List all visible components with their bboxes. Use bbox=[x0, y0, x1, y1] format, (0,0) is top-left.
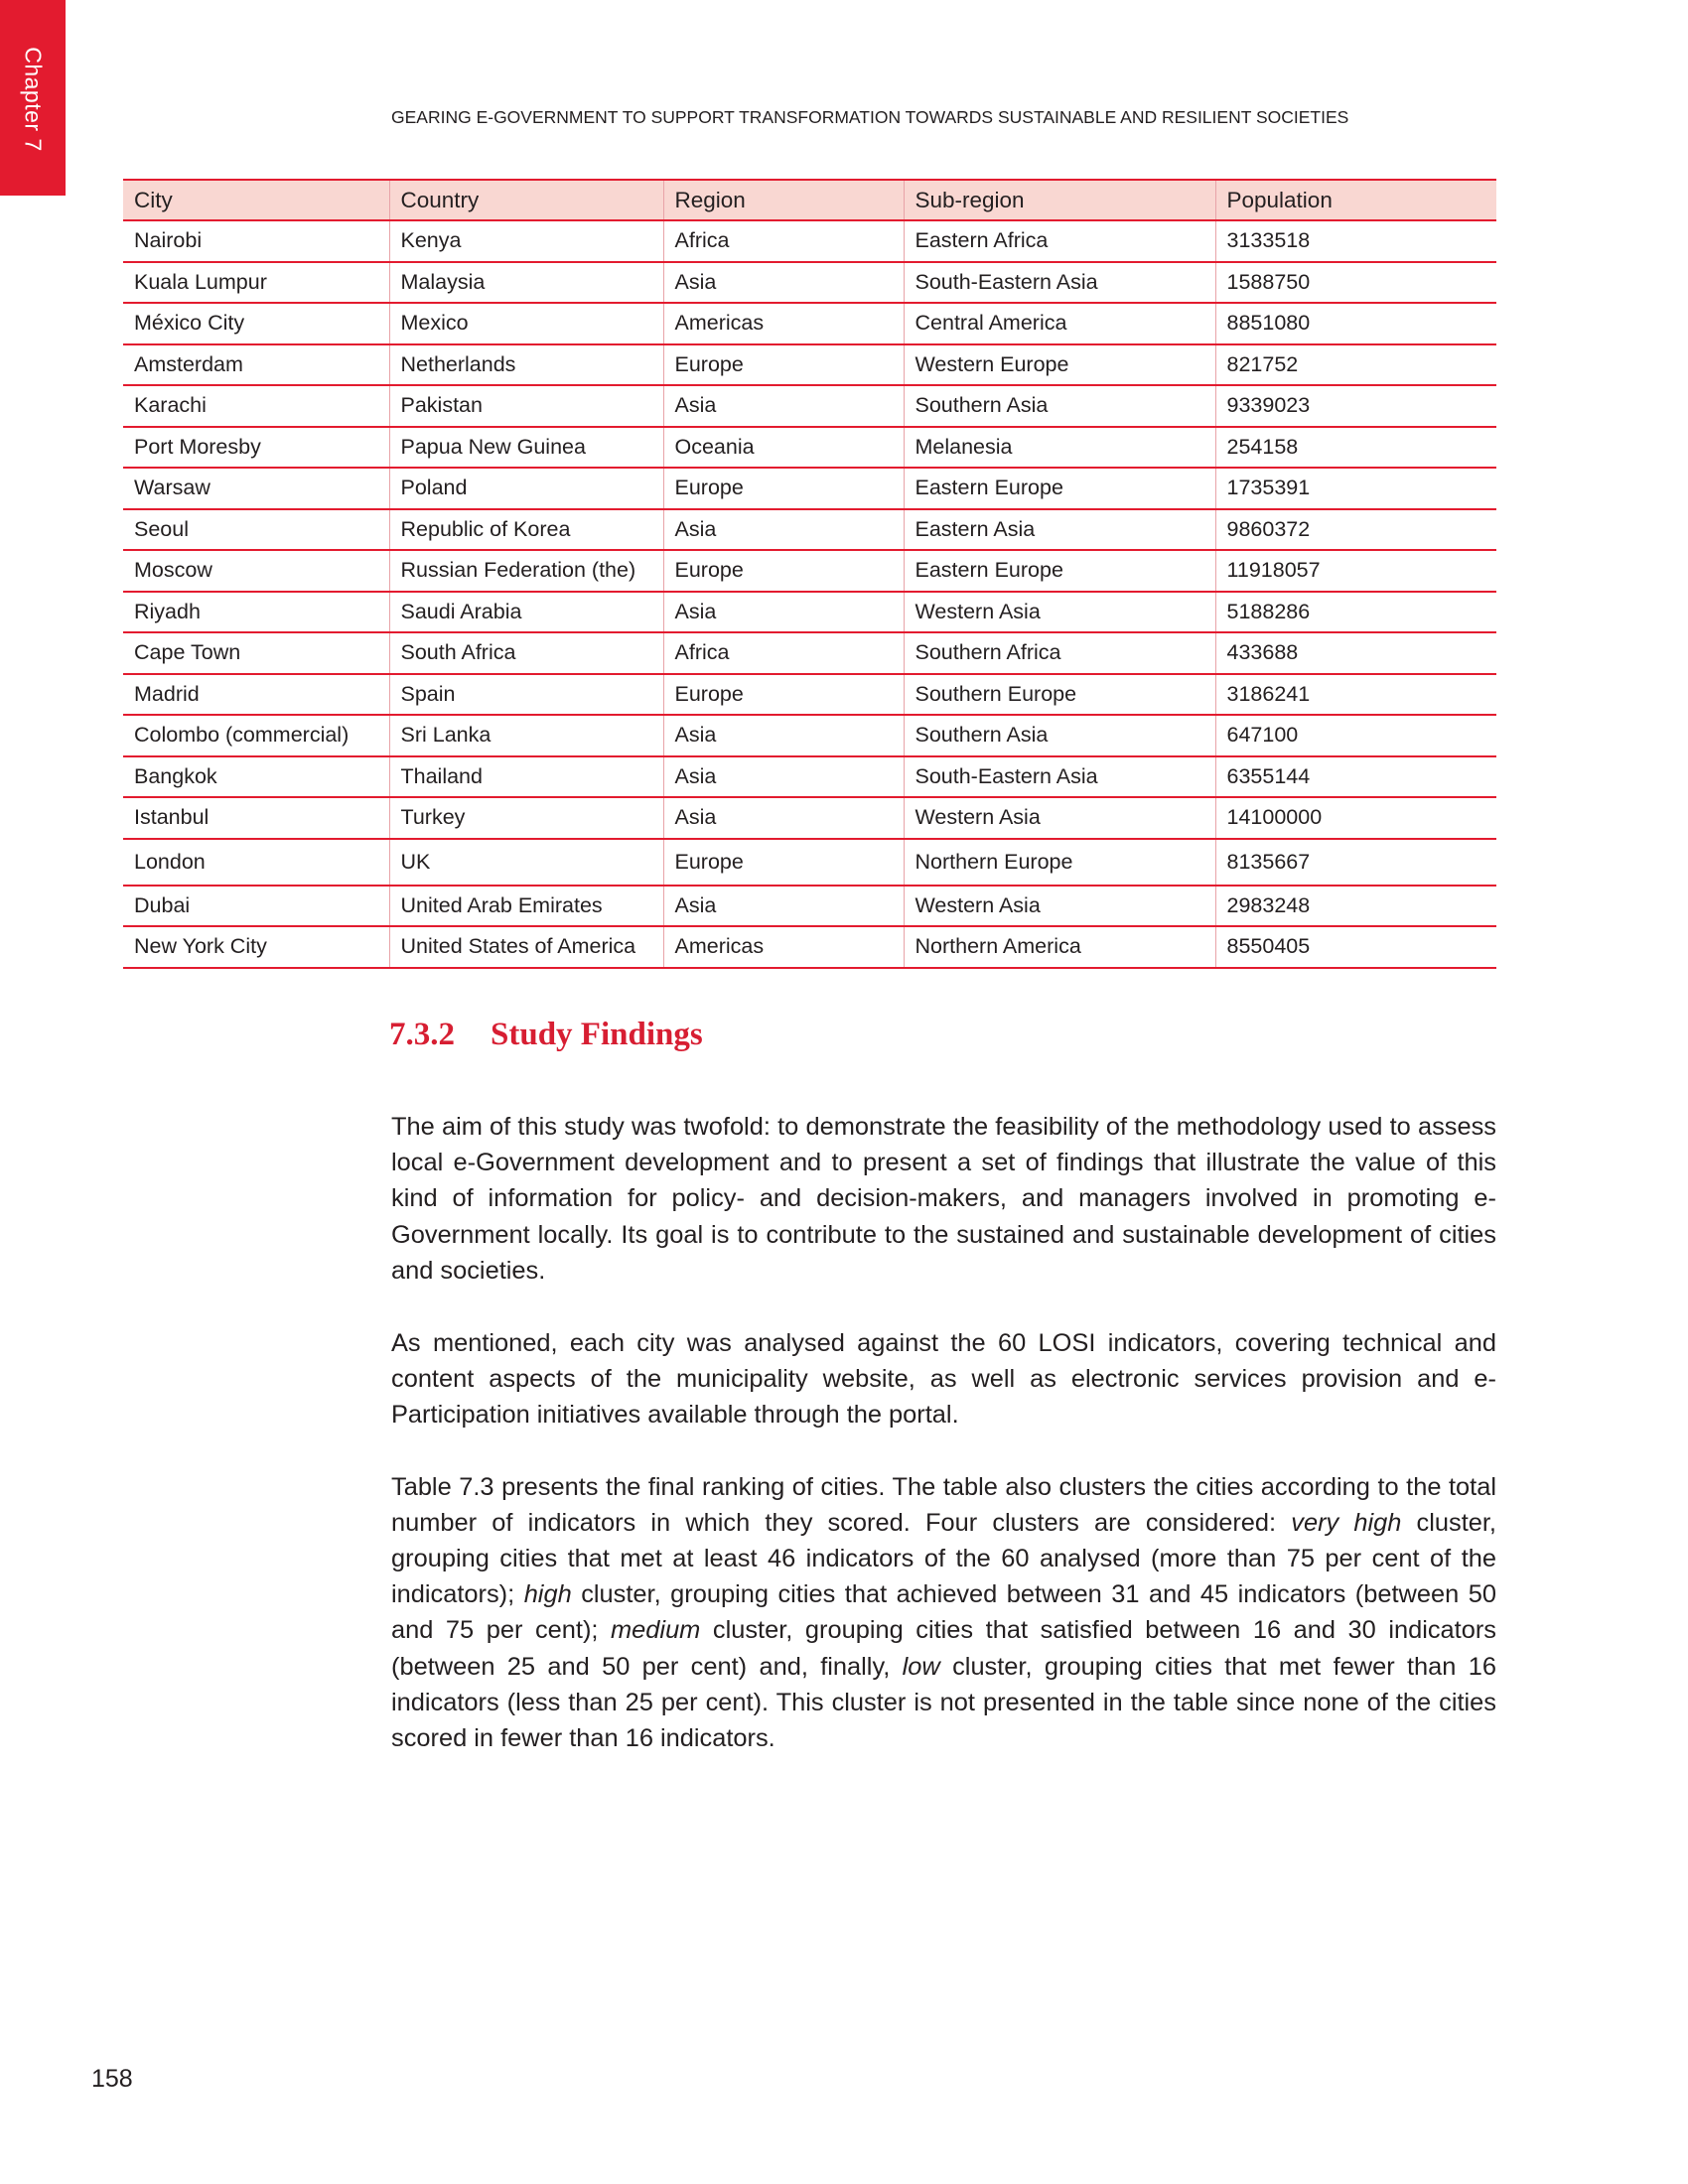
emphasis-medium: medium bbox=[611, 1616, 701, 1645]
cell-population: 3133518 bbox=[1215, 220, 1496, 262]
cell-sub-region: South-Eastern Asia bbox=[904, 756, 1215, 798]
cell-city: Riyadh bbox=[123, 592, 389, 633]
cell-sub-region: Western Asia bbox=[904, 592, 1215, 633]
cell-population: 9339023 bbox=[1215, 385, 1496, 427]
city-table-body bbox=[123, 220, 1496, 968]
header-population: Population bbox=[1215, 180, 1496, 220]
table-row bbox=[123, 756, 1496, 798]
cell-region: Asia bbox=[663, 756, 904, 798]
cell-population: 14100000 bbox=[1215, 797, 1496, 839]
emphasis-very-high: very high bbox=[1291, 1508, 1402, 1537]
table-row bbox=[123, 550, 1496, 592]
cell-country: Mexico bbox=[389, 303, 663, 344]
paragraph-text: Table 7.3 presents the final ranking of cities. The table also clusters the cities according to the total number of indicators in which they scored. Four clusters are considered: bbox=[391, 1472, 1496, 1537]
cell-sub-region: Central America bbox=[904, 303, 1215, 344]
cell-city: Dubai bbox=[123, 886, 389, 927]
cell-city: Port Moresby bbox=[123, 427, 389, 469]
cell-population: 433688 bbox=[1215, 632, 1496, 674]
cell-region: Asia bbox=[663, 592, 904, 633]
body-text bbox=[391, 1109, 1496, 1793]
cell-region: Africa bbox=[663, 220, 904, 262]
cell-population: 2983248 bbox=[1215, 886, 1496, 927]
cell-city: Seoul bbox=[123, 509, 389, 551]
emphasis-high: high bbox=[523, 1580, 572, 1609]
cell-country: United States of America bbox=[389, 926, 663, 968]
table-row bbox=[123, 715, 1496, 756]
cell-population: 8550405 bbox=[1215, 926, 1496, 968]
table-row bbox=[123, 509, 1496, 551]
cell-region: Europe bbox=[663, 344, 904, 386]
cell-sub-region: Southern Asia bbox=[904, 715, 1215, 756]
page-number: 158 bbox=[91, 2065, 133, 2093]
table-row bbox=[123, 674, 1496, 716]
table-row bbox=[123, 926, 1496, 968]
cell-sub-region: Eastern Europe bbox=[904, 550, 1215, 592]
cell-country: United Arab Emirates bbox=[389, 886, 663, 927]
running-header: GEARING E-GOVERNMENT TO SUPPORT TRANSFORMATION TOWARDS SUSTAINABLE AND RESILIENT SOCIETIES bbox=[391, 107, 1349, 127]
cell-population: 3186241 bbox=[1215, 674, 1496, 716]
cell-region: Asia bbox=[663, 385, 904, 427]
cell-country: Russian Federation (the) bbox=[389, 550, 663, 592]
table-row bbox=[123, 592, 1496, 633]
cell-region: Asia bbox=[663, 797, 904, 839]
cell-sub-region: Eastern Europe bbox=[904, 468, 1215, 509]
cell-country: Poland bbox=[389, 468, 663, 509]
section-number: 7.3.2 bbox=[389, 1017, 455, 1052]
header-country: Country bbox=[389, 180, 663, 220]
table-row bbox=[123, 886, 1496, 927]
cell-country: Republic of Korea bbox=[389, 509, 663, 551]
cell-country: Kenya bbox=[389, 220, 663, 262]
table-row bbox=[123, 344, 1496, 386]
table-row bbox=[123, 839, 1496, 886]
cell-city: México City bbox=[123, 303, 389, 344]
section-title: Study Findings bbox=[491, 1017, 703, 1052]
paragraph-text: cluster, grouping cities that satisfied between 16 and 30 indicators (between 25 and 50 per cent) and, finally, bbox=[391, 1616, 1496, 1681]
cell-region: Africa bbox=[663, 632, 904, 674]
cell-region: Oceania bbox=[663, 427, 904, 469]
cell-sub-region: Southern Africa bbox=[904, 632, 1215, 674]
cell-city: Moscow bbox=[123, 550, 389, 592]
cell-sub-region: Western Asia bbox=[904, 797, 1215, 839]
header-city: City bbox=[123, 180, 389, 220]
emphasis-low: low bbox=[902, 1652, 940, 1681]
header-row bbox=[123, 180, 1496, 220]
cell-country: Pakistan bbox=[389, 385, 663, 427]
cell-country: Netherlands bbox=[389, 344, 663, 386]
cell-city: Nairobi bbox=[123, 220, 389, 262]
cell-sub-region: Northern Europe bbox=[904, 839, 1215, 886]
header-sub-region: Sub-region bbox=[904, 180, 1215, 220]
cell-region: Europe bbox=[663, 550, 904, 592]
cell-city: Karachi bbox=[123, 385, 389, 427]
cell-population: 8851080 bbox=[1215, 303, 1496, 344]
cell-city: Colombo (commercial) bbox=[123, 715, 389, 756]
cell-city: Istanbul bbox=[123, 797, 389, 839]
cell-city: Kuala Lumpur bbox=[123, 262, 389, 304]
cell-region: Asia bbox=[663, 715, 904, 756]
table-row bbox=[123, 468, 1496, 509]
cell-sub-region: Southern Asia bbox=[904, 385, 1215, 427]
cell-population: 1588750 bbox=[1215, 262, 1496, 304]
cell-region: Asia bbox=[663, 262, 904, 304]
cell-sub-region: Southern Europe bbox=[904, 674, 1215, 716]
section-heading bbox=[389, 1017, 703, 1053]
table-row bbox=[123, 427, 1496, 469]
cell-population: 254158 bbox=[1215, 427, 1496, 469]
cell-country: Spain bbox=[389, 674, 663, 716]
cell-city: Warsaw bbox=[123, 468, 389, 509]
cell-region: Americas bbox=[663, 926, 904, 968]
cell-country: Saudi Arabia bbox=[389, 592, 663, 633]
cell-region: Europe bbox=[663, 468, 904, 509]
cell-population: 647100 bbox=[1215, 715, 1496, 756]
cell-city: Amsterdam bbox=[123, 344, 389, 386]
chapter-tab-label: Chapter 7 bbox=[20, 47, 47, 152]
cell-sub-region: Western Asia bbox=[904, 886, 1215, 927]
table-row bbox=[123, 797, 1496, 839]
cell-sub-region: Western Europe bbox=[904, 344, 1215, 386]
cell-population: 5188286 bbox=[1215, 592, 1496, 633]
cell-population: 6355144 bbox=[1215, 756, 1496, 798]
cell-sub-region: Melanesia bbox=[904, 427, 1215, 469]
cell-sub-region: Northern America bbox=[904, 926, 1215, 968]
cell-population: 8135667 bbox=[1215, 839, 1496, 886]
paragraph-text: cluster, grouping cities that met at least 46 indicators of the 60 analysed (more than 75 per cent of the indicators); bbox=[391, 1508, 1496, 1609]
city-table bbox=[123, 179, 1496, 969]
cell-region: Asia bbox=[663, 886, 904, 927]
cell-city: New York City bbox=[123, 926, 389, 968]
cell-population: 9860372 bbox=[1215, 509, 1496, 551]
cell-population: 11918057 bbox=[1215, 550, 1496, 592]
cell-population: 821752 bbox=[1215, 344, 1496, 386]
cell-region: Asia bbox=[663, 509, 904, 551]
cell-country: Thailand bbox=[389, 756, 663, 798]
table-row bbox=[123, 385, 1496, 427]
table-row bbox=[123, 262, 1496, 304]
cell-country: Sri Lanka bbox=[389, 715, 663, 756]
cell-region: Europe bbox=[663, 674, 904, 716]
cell-sub-region: Eastern Asia bbox=[904, 509, 1215, 551]
table-row bbox=[123, 632, 1496, 674]
paragraph-indicators: As mentioned, each city was analysed against the 60 LOSI indicators, covering technical and content aspects of the municipality website, as well as electronic services provision and e-Participation initiatives available through the portal. bbox=[391, 1328, 1496, 1429]
paragraph-text: cluster, grouping cities that met fewer than 16 indicators (less than 25 per cent). This cluster is not presented in the table since none of the cities scored in fewer than 16 indicators. bbox=[391, 1652, 1496, 1753]
cell-city: London bbox=[123, 839, 389, 886]
city-table-header bbox=[123, 180, 1496, 220]
cell-city: Bangkok bbox=[123, 756, 389, 798]
cell-country: Papua New Guinea bbox=[389, 427, 663, 469]
table-row bbox=[123, 220, 1496, 262]
cell-city: Cape Town bbox=[123, 632, 389, 674]
paragraph-aim: The aim of this study was twofold: to demonstrate the feasibility of the methodology used to assess local e-Government development and to present a set of findings that illustrate the value of this kind of information for policy- and decision-makers, and managers involved in promoting e-Government locally. Its goal is to contribute to the sustained and sustainable development of cities and societies. bbox=[391, 1113, 1496, 1285]
paragraph-clusters bbox=[391, 1469, 1496, 1757]
paragraph-text: cluster, grouping cities that achieved between 31 and 45 indicators (between 50 and 75 per cent); bbox=[391, 1580, 1497, 1645]
cell-city: Madrid bbox=[123, 674, 389, 716]
cell-region: Americas bbox=[663, 303, 904, 344]
cell-country: South Africa bbox=[389, 632, 663, 674]
cell-country: Turkey bbox=[389, 797, 663, 839]
cell-country: UK bbox=[389, 839, 663, 886]
cell-population: 1735391 bbox=[1215, 468, 1496, 509]
cell-region: Europe bbox=[663, 839, 904, 886]
chapter-tab bbox=[0, 0, 66, 196]
header-region: Region bbox=[663, 180, 904, 220]
cell-country: Malaysia bbox=[389, 262, 663, 304]
cell-sub-region: Eastern Africa bbox=[904, 220, 1215, 262]
table-row bbox=[123, 303, 1496, 344]
cell-sub-region: South-Eastern Asia bbox=[904, 262, 1215, 304]
